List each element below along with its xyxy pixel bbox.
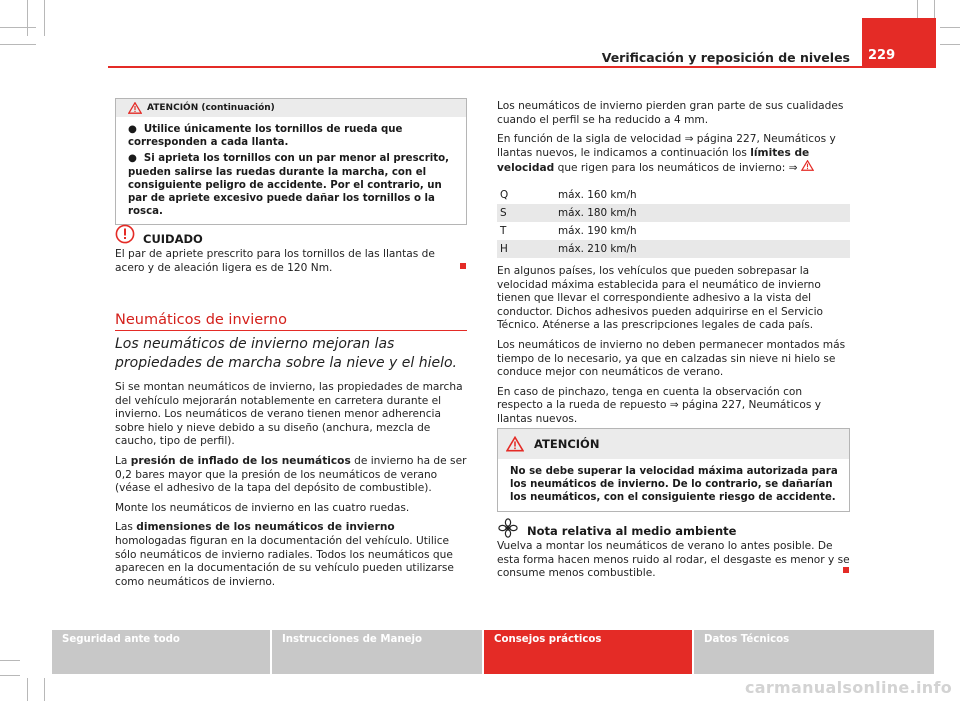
warning-triangle-icon bbox=[506, 436, 524, 452]
environment-note bbox=[497, 518, 850, 581]
page-number: 229 bbox=[868, 48, 896, 63]
section-rule bbox=[115, 330, 467, 331]
paragraph: En función de la sigla de velocidad ⇒ página 227, Neumáticos y llantas nuevos, le indicamos a continuación los límites de velocidad que rigen para los neumáticos de invierno: ⇒ bbox=[497, 133, 836, 175]
section-title: Neumáticos de invierno bbox=[115, 312, 287, 328]
warning-box bbox=[497, 428, 850, 512]
watermark: carmanualsonline.info bbox=[744, 678, 952, 697]
paragraph: Los neumáticos de invierno no deben permanecer montados más tiempo de lo necesario, ya que en calzadas sin nieve ni hielo se conduce mejor con neumáticos de verano. bbox=[497, 338, 846, 379]
tab-datos-tecnicos[interactable]: Datos Técnicos bbox=[694, 630, 934, 674]
end-marker bbox=[460, 263, 466, 269]
tab-instrucciones[interactable]: Instrucciones de Manejo bbox=[272, 630, 482, 674]
paragraph: La presión de inflado de los neumáticos de invierno ha de ser 0,2 bares mayor que la presión de los neumáticos de verano (véase el adhesivo de la tapa del depósito de combustible). bbox=[115, 454, 467, 495]
warning-continued-title: ATENCIÓN (continuación) bbox=[147, 103, 275, 113]
paragraph: Los neumáticos de invierno pierden gran parte de sus cualidades cuando el perfil se ha reducido a 4 mm. bbox=[497, 100, 844, 126]
crop-mark bbox=[0, 27, 36, 28]
right-body-mid bbox=[497, 265, 850, 427]
paragraph: En caso de pinchazo, tenga en cuenta la observación con respecto a la rueda de repuesto ⇒ página 227, Neumáticos y llantas nuevos. bbox=[497, 385, 821, 425]
paragraph: Si se montan neumáticos de invierno, las propiedades de marcha del vehículo mejorarán notablemente en carretera durante el invierno. Los neumáticos de verano tienen menor adherencia sobre hielo y nieve debido a su diseño (anchura, mezcla de caucho, tipo de perfil). bbox=[115, 381, 463, 448]
environment-note-title: Nota relativa al medio ambiente bbox=[527, 524, 737, 538]
crop-mark bbox=[0, 675, 20, 676]
list-item: ● Si aprieta los tornillos con un par menor al prescrito, pueden salirse las ruedas durante la marcha, con el consiguiente peligro de accidente. Por el contrario, un par de apriete excesivo puede dañar los tornillos o la rosca. bbox=[128, 153, 449, 218]
crop-mark bbox=[44, 678, 45, 701]
crop-mark bbox=[44, 0, 45, 36]
warning-text: No se debe superar la velocidad máxima autorizada para los neumáticos de invierno. De lo contrario, se dañarían los neumáticos, con el consiguiente riesgo de accidente. bbox=[510, 466, 838, 504]
end-marker bbox=[843, 567, 849, 573]
warning-continued-body bbox=[116, 117, 466, 224]
environment-note-text: Vuelva a montar los neumáticos de verano lo antes posible. De esta forma hacen menos ruido al rodar, el desgaste es menor y se consume menos combustible. bbox=[497, 540, 850, 580]
crop-mark bbox=[0, 660, 20, 661]
crop-mark bbox=[27, 678, 28, 701]
cuidado-note bbox=[115, 222, 467, 275]
right-body-top bbox=[497, 100, 850, 176]
table-row: T máx. 190 km/h bbox=[500, 225, 637, 237]
speed-limit-table-wrap bbox=[497, 186, 850, 258]
speed-limit-table bbox=[497, 186, 850, 258]
warning-triangle-icon bbox=[801, 160, 814, 171]
warning-continued-header bbox=[116, 99, 466, 117]
crop-mark bbox=[940, 44, 960, 45]
tab-seguridad[interactable]: Seguridad ante todo bbox=[52, 630, 270, 674]
list-item: ● Utilice únicamente los tornillos de rueda que corresponden a cada llanta. bbox=[128, 124, 403, 149]
paragraph: En algunos países, los vehículos que pueden sobrepasar la velocidad máxima establecida para el neumático de invierno tienen que llevar el correspondiente adhesivo a la vista del conductor. Dichos adhesivos pueden adquirirse en el Servicio Técnico. Aténerse a las prescripciones legales de cada país. bbox=[497, 265, 824, 332]
table-row: H máx. 210 km/h bbox=[497, 240, 850, 258]
crop-mark bbox=[934, 0, 935, 18]
crop-mark bbox=[27, 0, 28, 36]
running-header-title: Verificación y reposición de niveles bbox=[601, 50, 850, 65]
flower-icon bbox=[497, 518, 519, 538]
table-row: S máx. 180 km/h bbox=[497, 204, 850, 222]
left-body bbox=[115, 381, 467, 589]
warning-continued-box bbox=[115, 98, 467, 225]
caution-circle-icon bbox=[115, 224, 135, 244]
crop-mark bbox=[940, 27, 960, 28]
paragraph: Monte los neumáticos de invierno en las cuatro ruedas. bbox=[115, 501, 410, 514]
crop-mark bbox=[0, 44, 36, 45]
warning-header bbox=[498, 429, 849, 459]
cuidado-title: CUIDADO bbox=[143, 232, 203, 246]
table-row: Q máx. 160 km/h bbox=[500, 189, 637, 201]
section-subtitle: Los neumáticos de invierno mejoran las propiedades de marcha sobre la nieve y el hielo. bbox=[115, 336, 458, 371]
tab-consejos[interactable]: Consejos prácticos bbox=[484, 630, 692, 674]
cuidado-text: El par de apriete prescrito para los tornillos de las llantas de acero y de aleación ligera es de 120 Nm. bbox=[115, 248, 435, 274]
warning-triangle-icon bbox=[128, 102, 142, 114]
paragraph: Las dimensiones de los neumáticos de invierno homologadas figuran en la documentación del vehículo. Utilice sólo neumáticos de invierno radiales. Todos los neumáticos que aparecen en la documentación de su vehículo pueden utilizarse como neumáticos de invierno. bbox=[115, 521, 454, 588]
header-rule bbox=[108, 66, 936, 68]
crop-mark bbox=[917, 0, 918, 18]
warning-title: ATENCIÓN bbox=[534, 437, 600, 451]
